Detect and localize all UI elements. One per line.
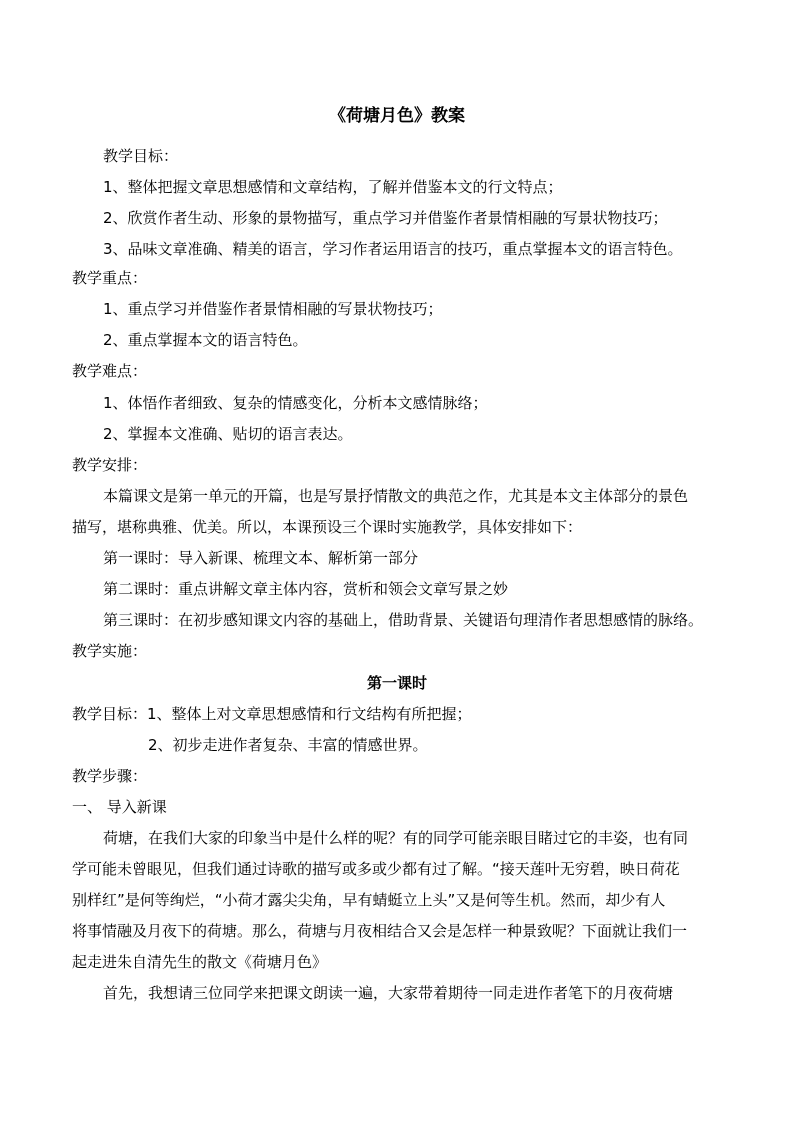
step-one-paragraph-line: 起走进朱自清先生的散文《荷塘月色》 (72, 953, 328, 971)
lesson-plan-item: 第一课时：导入新课、梳理文本、解析第一部分 (103, 549, 419, 567)
arrangement-paragraph-line: 本篇课文是第一单元的开篇，也是写景抒情散文的典范之作，尤其是本文主体部分的景色 (103, 487, 689, 505)
step-one-heading: 一、 导入新课 (72, 798, 167, 816)
implementation-heading: 教学实施： (72, 642, 148, 660)
goals-heading: 教学目标： (103, 147, 179, 165)
first-lesson-goals-line: 2、初步走进作者复杂、丰富的情感世界。 (148, 736, 428, 754)
lesson-plan-item: 第三课时：在初步感知课文内容的基础上，借助背景、关键语句理清作者思想感情的脉络。 (103, 611, 704, 629)
difficulty-item: 1、体悟作者细致、复杂的情感变化，分析本文感情脉络； (103, 394, 488, 412)
arrangement-paragraph-line: 描写，堪称典雅、优美。所以，本课预设三个课时实施教学，具体安排如下： (72, 518, 583, 536)
difficulties-heading: 教学难点： (72, 362, 148, 380)
step-one-paragraph-two: 首先，我想请三位同学来把课文朗读一遍，大家带着期待一同走进作者笔下的月夜荷塘 (103, 984, 674, 1002)
steps-heading: 教学步骤： (72, 767, 148, 785)
arrangement-heading: 教学安排： (72, 456, 148, 474)
step-one-paragraph-line: 学可能未曾眼见，但我们通过诗歌的描写或多或少都有过了解。“接天莲叶无穷碧，映日荷花 (72, 860, 680, 878)
document-title: 《荷塘月色》教案 (329, 106, 465, 126)
lesson-plan-item: 第二课时：重点讲解文章主体内容，赏析和领会文章写景之妙 (103, 580, 509, 598)
goal-item: 1、整体把握文章思想感情和文章结构，了解并借鉴本文的行文特点； (103, 178, 563, 196)
goal-item: 3、品味文章准确、精美的语言，学习作者运用语言的技巧，重点掌握本文的语言特色。 (103, 240, 683, 258)
keypoints-heading: 教学重点： (72, 269, 148, 287)
first-lesson-title: 第一课时 (366, 674, 427, 692)
step-one-paragraph-line: 将事情融及月夜下的荷塘。那么，荷塘与月夜相结合又会是怎样一种景致呢？下面就让我们一 (72, 922, 688, 940)
keypoint-item: 1、重点学习并借鉴作者景情相融的写景状物技巧； (103, 300, 443, 318)
first-lesson-goals-line: 教学目标：1、整体上对文章思想感情和行文结构有所把握； (72, 705, 472, 723)
difficulty-item: 2、掌握本文准确、贴切的语言表达。 (103, 425, 353, 443)
keypoint-item: 2、重点掌握本文的语言特色。 (103, 331, 308, 349)
step-one-paragraph-line: 别样红”是何等绚烂，“小荷才露尖尖角，早有蜻蜓立上头”又是何等生机。然而，却少有人 (72, 891, 666, 909)
goal-item: 2、欣赏作者生动、形象的景物描写，重点学习并借鉴作者景情相融的写景状物技巧； (103, 209, 668, 227)
step-one-paragraph-line: 荷塘，在我们大家的印象当中是什么样的呢？有的同学可能亲眼目睹过它的丰姿，也有同 (103, 829, 689, 847)
